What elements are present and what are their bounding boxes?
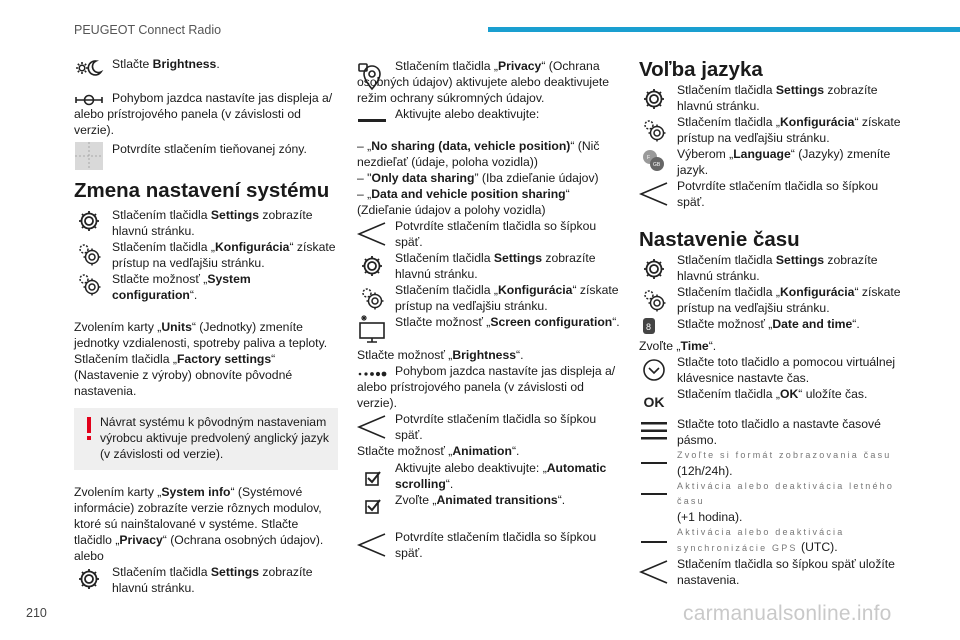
config-gears-icon: [639, 285, 669, 315]
brightness-dots-icon: [357, 359, 387, 389]
gear-icon: [639, 84, 669, 114]
line-icon: [639, 479, 669, 509]
gear-icon: [639, 254, 669, 284]
gear-icon: [357, 251, 387, 281]
heading-system-settings: Zmena nastavení systému: [74, 179, 330, 202]
column-2: [357, 58, 621, 561]
svg-text:8: 8: [646, 322, 652, 332]
option-data-position: – „Data and vehicle position sharing“ (Zdieľanie údajov a polohy vozidla): [357, 187, 570, 217]
back-arrow-icon: [357, 530, 387, 560]
step-system-configuration: Stlačte možnosť „System configuration“.: [74, 271, 338, 303]
menu-lines-icon: [639, 416, 669, 446]
step-back-confirm-3: Potvrdíte stlačením tlačidla so šípkou späť.: [357, 529, 621, 561]
watermark: carmanualsonline.info: [683, 602, 892, 625]
step-activate: Aktivujte alebo deaktivujte:: [357, 106, 621, 122]
step-settings: Stlačením tlačidla Settings zobrazíte hlavnú stránku.: [639, 82, 903, 114]
step-screen-configuration: Stlačte možnosť „Screen configuration“.: [357, 314, 621, 330]
svg-text:F: F: [647, 155, 651, 161]
svg-text:GB: GB: [653, 162, 661, 168]
checkbox-icon: [357, 464, 387, 494]
step-confirm-shaded: Potvrdíte stlačením tieňovanej zóny.: [74, 141, 338, 157]
back-arrow-icon: [639, 557, 669, 587]
day-night-icon: [74, 53, 104, 83]
line-icon: [639, 527, 669, 557]
step-back-confirm: Potvrdíte stlačením tlačidla so šípkou späť.: [639, 178, 903, 210]
step-settings: Stlačením tlačidla Settings zobrazíte hlavnú stránku.: [357, 250, 621, 282]
chevron-circle-icon: [639, 355, 669, 385]
config-gears-icon: [357, 283, 387, 313]
step-animated-transitions: Zvoľte „Animated transitions“.: [357, 492, 621, 508]
screen-config-icon: [357, 314, 387, 344]
step-configuration: Stlačením tlačidla „Konfigurácia“ získate prístup na vedľajšiu stránku.: [639, 114, 903, 146]
step-back-confirm-2: Potvrdíte stlačením tlačidla so šípkou späť.: [357, 411, 621, 443]
step-back-confirm: Potvrdíte stlačením tlačidla so šípkou späť.: [357, 218, 621, 250]
paragraph-animation: Stlačte možnosť „Animation“.: [357, 444, 520, 458]
heading-language: Voľba jazyka: [639, 58, 763, 81]
step-privacy: Stlačením tlačidla „Privacy“ (Ochrana osobných údajov) aktivujete alebo deaktivujete režim ochrany súkromných údajov.: [357, 59, 610, 105]
clock-app-icon: [639, 312, 669, 342]
step-slider: Pohybom jazdca nastavíte jas displeja a/ alebo prístrojového panela (v závislosti od verzie).: [74, 90, 338, 138]
page-number: 210: [26, 606, 47, 620]
ok-icon: [639, 387, 669, 417]
privacy-pin-icon: [357, 62, 387, 92]
paragraph-or: alebo: [74, 549, 104, 563]
checkbox-icon: [357, 492, 387, 522]
gear-icon: [74, 206, 104, 236]
step-settings: Stlačením tlačidla Settings zobrazíte hlavnú stránku.: [74, 207, 338, 239]
shaded-zone-icon: [74, 141, 104, 171]
column-3: [639, 57, 903, 588]
step-gps-sync: Aktivácia alebo deaktivácia synchronizácie GPS (UTC).: [639, 525, 903, 556]
gear-icon: [74, 564, 104, 594]
line-icon: [639, 448, 669, 478]
option-no-sharing: – „No sharing (data, vehicle position)“ (Nič nezdieľať (údaje, poloha vozidla)): [357, 139, 600, 169]
step-date-time: 8 Stlačte možnosť „Date and time“.: [639, 316, 903, 332]
back-arrow-icon: [357, 219, 387, 249]
step-auto-scrolling: Aktivujte alebo deaktivujte: „Automatic scrolling“.: [357, 460, 621, 492]
slider-icon: [74, 85, 104, 115]
step-save-back: Stlačením tlačidla so šípkou späť uložíte nastavenia.: [639, 556, 903, 588]
paragraph-system-info: Zvolením karty „System info“ (Systémové informácie) zobrazíte verzie rôznych modulov, ktoré sú nainštalované v systéme. Stlačte tlačidlo „Privacy“ (Ochrana osobných údajov).: [74, 485, 324, 547]
step-language: F GB Výberom „Language“ (Jazyky) zmeníte jazyk.: [639, 146, 903, 178]
back-arrow-icon: [357, 412, 387, 442]
config-gears-icon: [74, 239, 104, 269]
step-configuration-2: Stlačením tlačidla „Konfigurácia“ získate prístup na vedľajšiu stránku.: [639, 284, 903, 316]
paragraph-time: Zvoľte „Time“.: [639, 339, 717, 353]
step-configuration: Stlačením tlačidla „Konfigurácia“ získate prístup na vedľajšiu stránku.: [74, 239, 338, 271]
step-ok: OK Stlačením tlačidla „OK“ uložíte čas.: [639, 386, 903, 402]
warning-icon: [86, 417, 92, 441]
config-gears-icon: [639, 115, 669, 145]
back-arrow-icon: [639, 179, 669, 209]
step-timezone: Stlačte toto tlačidlo a nastavte časové pásmo.: [639, 416, 903, 448]
header-accent-bar: [488, 27, 960, 32]
ok-label: OK: [643, 394, 665, 410]
step-time-format: Zvoľte si formát zobrazovania času (12h/24h).: [639, 448, 903, 479]
running-header-title: PEUGEOT Connect Radio: [74, 23, 222, 37]
paragraph-brightness: Stlačte možnosť „Brightness“.: [357, 348, 524, 362]
step-daylight: Aktivácia alebo deaktivácia letného času (+1 hodina).: [639, 479, 903, 525]
option-only-data: – "Only data sharing” (Iba zdieľanie údajov): [357, 171, 599, 185]
config-gears-icon: [74, 269, 104, 299]
step-keyboard: Stlačte toto tlačidlo a pomocou virtuálnej klávesnice nastavte čas.: [639, 354, 903, 386]
language-flags-icon: [639, 146, 669, 176]
note-box: Návrat systému k pôvodným nastaveniam výrobcu aktivuje predvolený anglický jazyk (v závislosti od verzie).: [74, 408, 338, 470]
step-settings-2: Stlačením tlačidla Settings zobrazíte hlavnú stránku.: [74, 564, 338, 596]
step-configuration: Stlačením tlačidla „Konfigurácia“ získate prístup na vedľajšiu stránku.: [357, 282, 621, 314]
step-slider: Pohybom jazdca nastavíte jas displeja a/ alebo prístrojového panela (v závislosti od verzie).: [357, 363, 621, 411]
column-1: [74, 56, 338, 596]
step-brightness: Stlačte Brightness.: [74, 56, 338, 72]
step-settings-2: Stlačením tlačidla Settings zobrazíte hlavnú stránku.: [639, 252, 903, 284]
toggle-bar-icon: [357, 106, 387, 136]
heading-time: Nastavenie času: [639, 228, 800, 251]
paragraph-units: Zvolením karty „Units“ (Jednotky) zmeníte jednotky vzdialenosti, spotreby paliva a teploty. Stlačením tlačidla „Factory settings“ (Nastavenie z výroby) obnovíte pôvodné nastavenia.: [74, 320, 328, 398]
